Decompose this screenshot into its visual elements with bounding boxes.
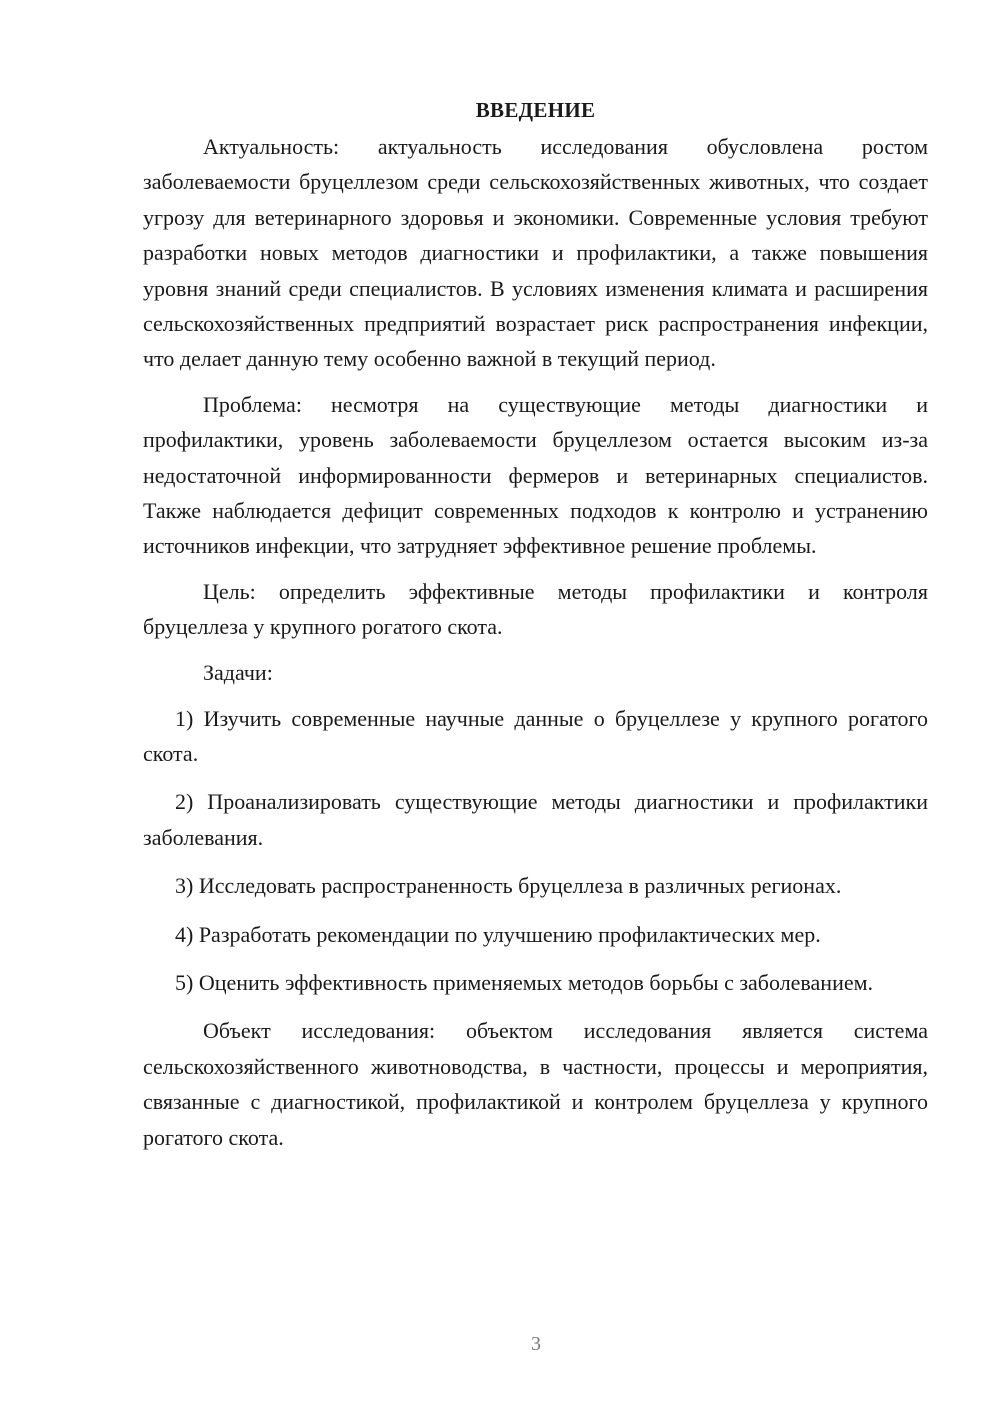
page-number: 3: [531, 1333, 541, 1355]
tasks-label: Задачи:: [203, 659, 273, 685]
problem-paragraph: Проблема: несмотря на существующие методы диагностики и профилактики, уровень заболеваемости бруцеллезом остается высоким из-за недостаточной информированности фермеров и ветеринарных специалистов. Также наблюдается дефицит современных подходов к контролю и устранению источников инфекции, что затрудняет эффективное решение проблемы.: [143, 391, 928, 559]
page-title: ВВЕДЕНИЕ: [475, 98, 596, 122]
task-item-2: 2) Проанализировать существующие методы диагностики и профилактики заболевания.: [143, 789, 928, 850]
page-content: [143, 94, 928, 1155]
goal-paragraph: Цель: определить эффективные методы профилактики и контроля бруцеллеза у крупного рогатого скота.: [143, 578, 928, 640]
task-item-5: 5) Оценить эффективность применяемых методов борьбы с заболеванием.: [175, 970, 874, 996]
object-paragraph: Объект исследования: объектом исследования является система сельскохозяйственного животноводства, в частности, процессы и мероприятия, связанные с диагностикой, профилактикой и контролем бруцеллеза у крупного рогатого скота.: [143, 1018, 928, 1150]
relevance-paragraph: Актуальность: актуальность исследования обусловлена ростом заболеваемости бруцеллезом среди сельскохозяйственных животных, что создает угрозу для ветеринарного здоровья и экономики. Современные условия требуют разработки новых методов диагностики и профилактики, а также повышения уровня знаний среди специалистов. В условиях изменения климата и расширения сельскохозяйственных предприятий возрастает риск распространения инфекции, что делает данную тему особенно важной в текущий период.: [143, 134, 928, 372]
task-item-1: 1) Изучить современные научные данные о бруцеллезе у крупного рогатого скота.: [143, 705, 928, 766]
task-item-3: 3) Исследовать распространенность бруцеллеза в различных регионах.: [175, 873, 842, 899]
task-item-4: 4) Разработать рекомендации по улучшению профилактических мер.: [175, 921, 821, 947]
